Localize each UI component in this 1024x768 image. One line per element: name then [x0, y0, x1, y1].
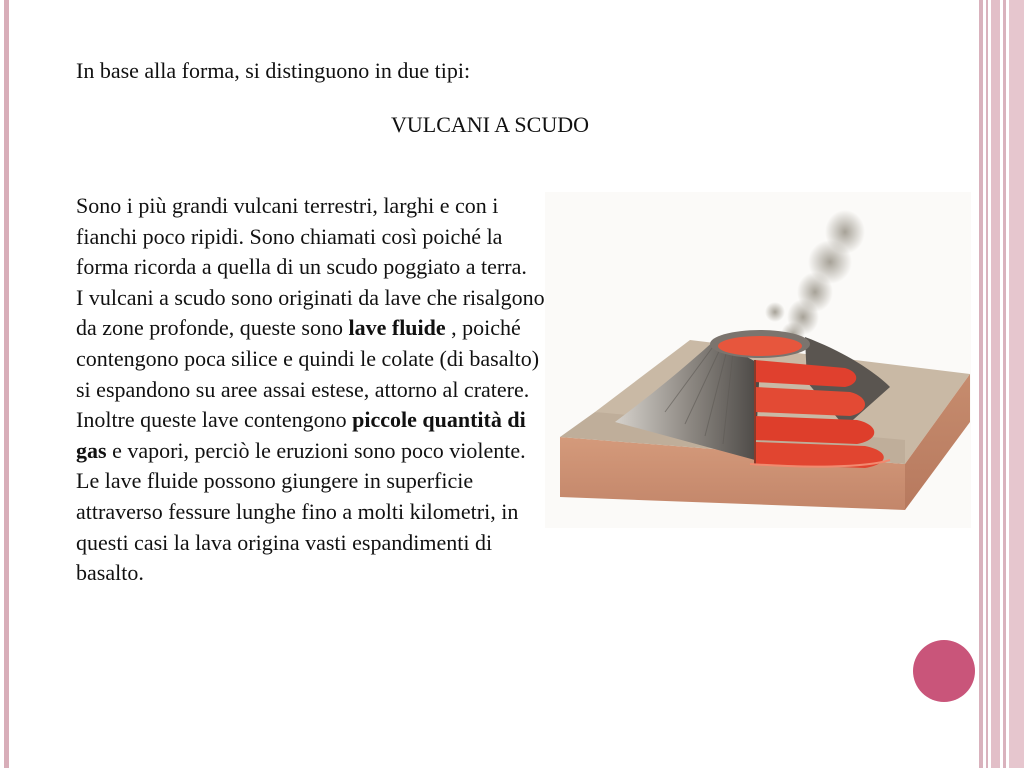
bold-term-gas: piccole quantità di gas: [76, 407, 526, 463]
text-span: , poiché contengono poca silice e quindi le colate (di basalto) si espandono su aree assai estese, attorno al cratere.: [76, 315, 540, 402]
section-heading: VULCANI A SCUDO: [390, 112, 590, 137]
paragraph-origin: [76, 283, 558, 405]
bold-term-lave-fluide: lave fluide: [348, 315, 446, 341]
smoke-plume: [765, 210, 865, 346]
volcano-cross-section-image: [545, 192, 971, 528]
right-border-stripe: [991, 0, 1000, 768]
decorative-circle: [913, 640, 975, 702]
shield-volcano-illustration: [545, 192, 971, 528]
text-span: Inoltre queste lave contengono: [76, 407, 353, 433]
body-text: [76, 191, 558, 589]
right-border-stripe: [979, 0, 983, 768]
crater-lava: [718, 336, 802, 356]
right-border-stripe: [986, 0, 988, 768]
text-span: e vapori, perciò le eruzioni sono poco violente.: [106, 437, 526, 463]
intro-line: In base alla forma, si distinguono in due tipi:: [76, 58, 471, 83]
text-span: I vulcani a scudo sono originati da lave che risalgono da zone profonde, queste sono: [76, 284, 545, 341]
right-border-stripe: [1009, 0, 1024, 768]
paragraph-fissures: Le lave fluide possono giungere in superficie attraverso fessure lunghe fino a molti kilometri, in questi casi la lava origina vasti espandimenti di basalto.: [76, 468, 519, 586]
right-border-stripe: [1003, 0, 1006, 768]
paragraph-description: Sono i più grandi vulcani terrestri, larghi e con i fianchi poco ripidi. Sono chiamati così poiché la forma ricorda a quella di un scudo poggiato a terra.: [76, 193, 527, 280]
paragraph-gas: [76, 405, 558, 466]
left-border: [4, 0, 9, 768]
